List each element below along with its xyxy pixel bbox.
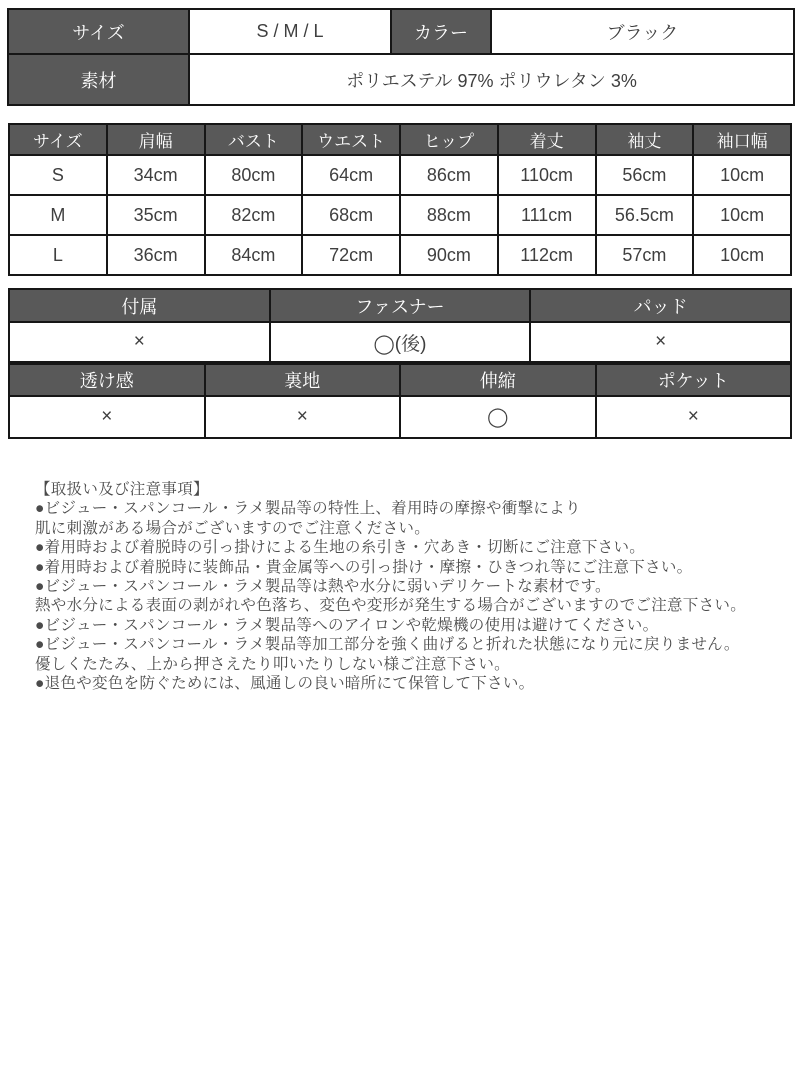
features1-header-row [9,289,791,322]
cell-l-hip: 90cm [400,235,498,275]
cell-m-cuff: 10cm [693,195,791,235]
care-note-line: 優しくたたみ、上から押さえたり叩いたりしない様ご注意下さい。 [35,655,510,673]
cell-s-sleeve: 56cm [596,155,694,195]
care-notes-title: 【取扱い及び注意事項】 [35,481,209,498]
cell-m-waist: 68cm [302,195,400,235]
features-table-2 [8,363,792,439]
cell-s-length: 110cm [498,155,596,195]
cell-m-shoulder: 35cm [107,195,205,235]
cell-lining-value: × [205,396,401,438]
size-label-cell: サイズ [8,9,189,54]
measurements-table [8,123,792,276]
cell-sheer-value: × [9,396,205,438]
care-note-line: ●ビジュー・スパンコール・ラメ製品等は熱や水分に弱いデリケートな素材です。 [35,578,611,596]
cell-l-sleeve: 57cm [596,235,694,275]
col-header-fastener: ファスナー [270,289,531,322]
col-header-waist: ウエスト [302,124,400,155]
cell-s-waist: 64cm [302,155,400,195]
table-row-m [9,195,791,235]
cell-s-size: S [9,155,107,195]
col-header-shoulder: 肩幅 [107,124,205,155]
col-header-cuff: 袖口幅 [693,124,791,155]
care-note-line: ●ビジュー・スパンコール・ラメ製品等加工部分を強く曲げると折れた状態になり元に戻りません。 [35,636,740,654]
cell-l-shoulder: 36cm [107,235,205,275]
material-value-cell: ポリエステル 97% ポリウレタン 3% [189,54,794,105]
features2-header-row [9,364,791,396]
cell-s-bust: 80cm [205,155,303,195]
features2-value-row [9,396,791,438]
col-header-sleeve: 袖丈 [596,124,694,155]
table-row-s [9,155,791,195]
col-header-lining: 裏地 [205,364,401,396]
cell-s-shoulder: 34cm [107,155,205,195]
cell-pad-value: × [530,322,791,362]
col-header-size: サイズ [9,124,107,155]
care-note-line: 肌に刺激がある場合がございますのでご注意ください。 [35,519,431,537]
features-table-1 [8,288,792,363]
col-header-bust: バスト [205,124,303,155]
cell-m-bust: 82cm [205,195,303,235]
cell-s-cuff: 10cm [693,155,791,195]
table-row-l [9,235,791,275]
col-header-hip: ヒップ [400,124,498,155]
cell-stretch-value: ◯ [400,396,596,438]
info-table [7,8,795,106]
col-header-pad: パッド [530,289,791,322]
cell-m-hip: 88cm [400,195,498,235]
care-note-line: 熱や水分による表面の剥がれや色落ち、変色や変形が発生する場合がございますのでご注意下さい。 [35,597,747,615]
col-header-sheer: 透け感 [9,364,205,396]
care-note-line: ●着用時および着脱時に装飾品・貴金属等への引っ掛け・摩擦・ひきつれ等にご注意下さい。 [35,558,693,576]
cell-l-waist: 72cm [302,235,400,275]
cell-l-bust: 84cm [205,235,303,275]
cell-fastener-value: ◯(後) [270,322,531,362]
cell-pocket-value: × [596,396,792,438]
care-notes [35,480,783,693]
color-label-cell: カラー [391,9,491,54]
cell-m-sleeve: 56.5cm [596,195,694,235]
measurements-header-row [9,124,791,155]
cell-s-hip: 86cm [400,155,498,195]
care-note-line: ●ビジュー・スパンコール・ラメ製品等の特性上、着用時の摩擦や衝撃により [35,500,581,518]
cell-l-cuff: 10cm [693,235,791,275]
cell-l-length: 112cm [498,235,596,275]
col-header-length: 着丈 [498,124,596,155]
size-value-cell: S / M / L [189,9,391,54]
cell-l-size: L [9,235,107,275]
color-value-cell: ブラック [491,9,794,54]
cell-m-length: 111cm [498,195,596,235]
material-label-cell: 素材 [8,54,189,105]
features1-value-row [9,322,791,362]
cell-m-size: M [9,195,107,235]
cell-accessory-value: × [9,322,270,362]
care-note-line: ●ビジュー・スパンコール・ラメ製品等へのアイロンや乾燥機の使用は避けてください。 [35,616,659,634]
col-header-stretch: 伸縮 [400,364,596,396]
col-header-accessory: 付属 [9,289,270,322]
care-note-line: ●退色や変色を防ぐためには、風通しの良い暗所にて保管して下さい。 [35,675,535,693]
care-note-line: ●着用時および着脱時の引っ掛けによる生地の糸引き・穴あき・切断にご注意下さい。 [35,539,646,557]
col-header-pocket: ポケット [596,364,792,396]
